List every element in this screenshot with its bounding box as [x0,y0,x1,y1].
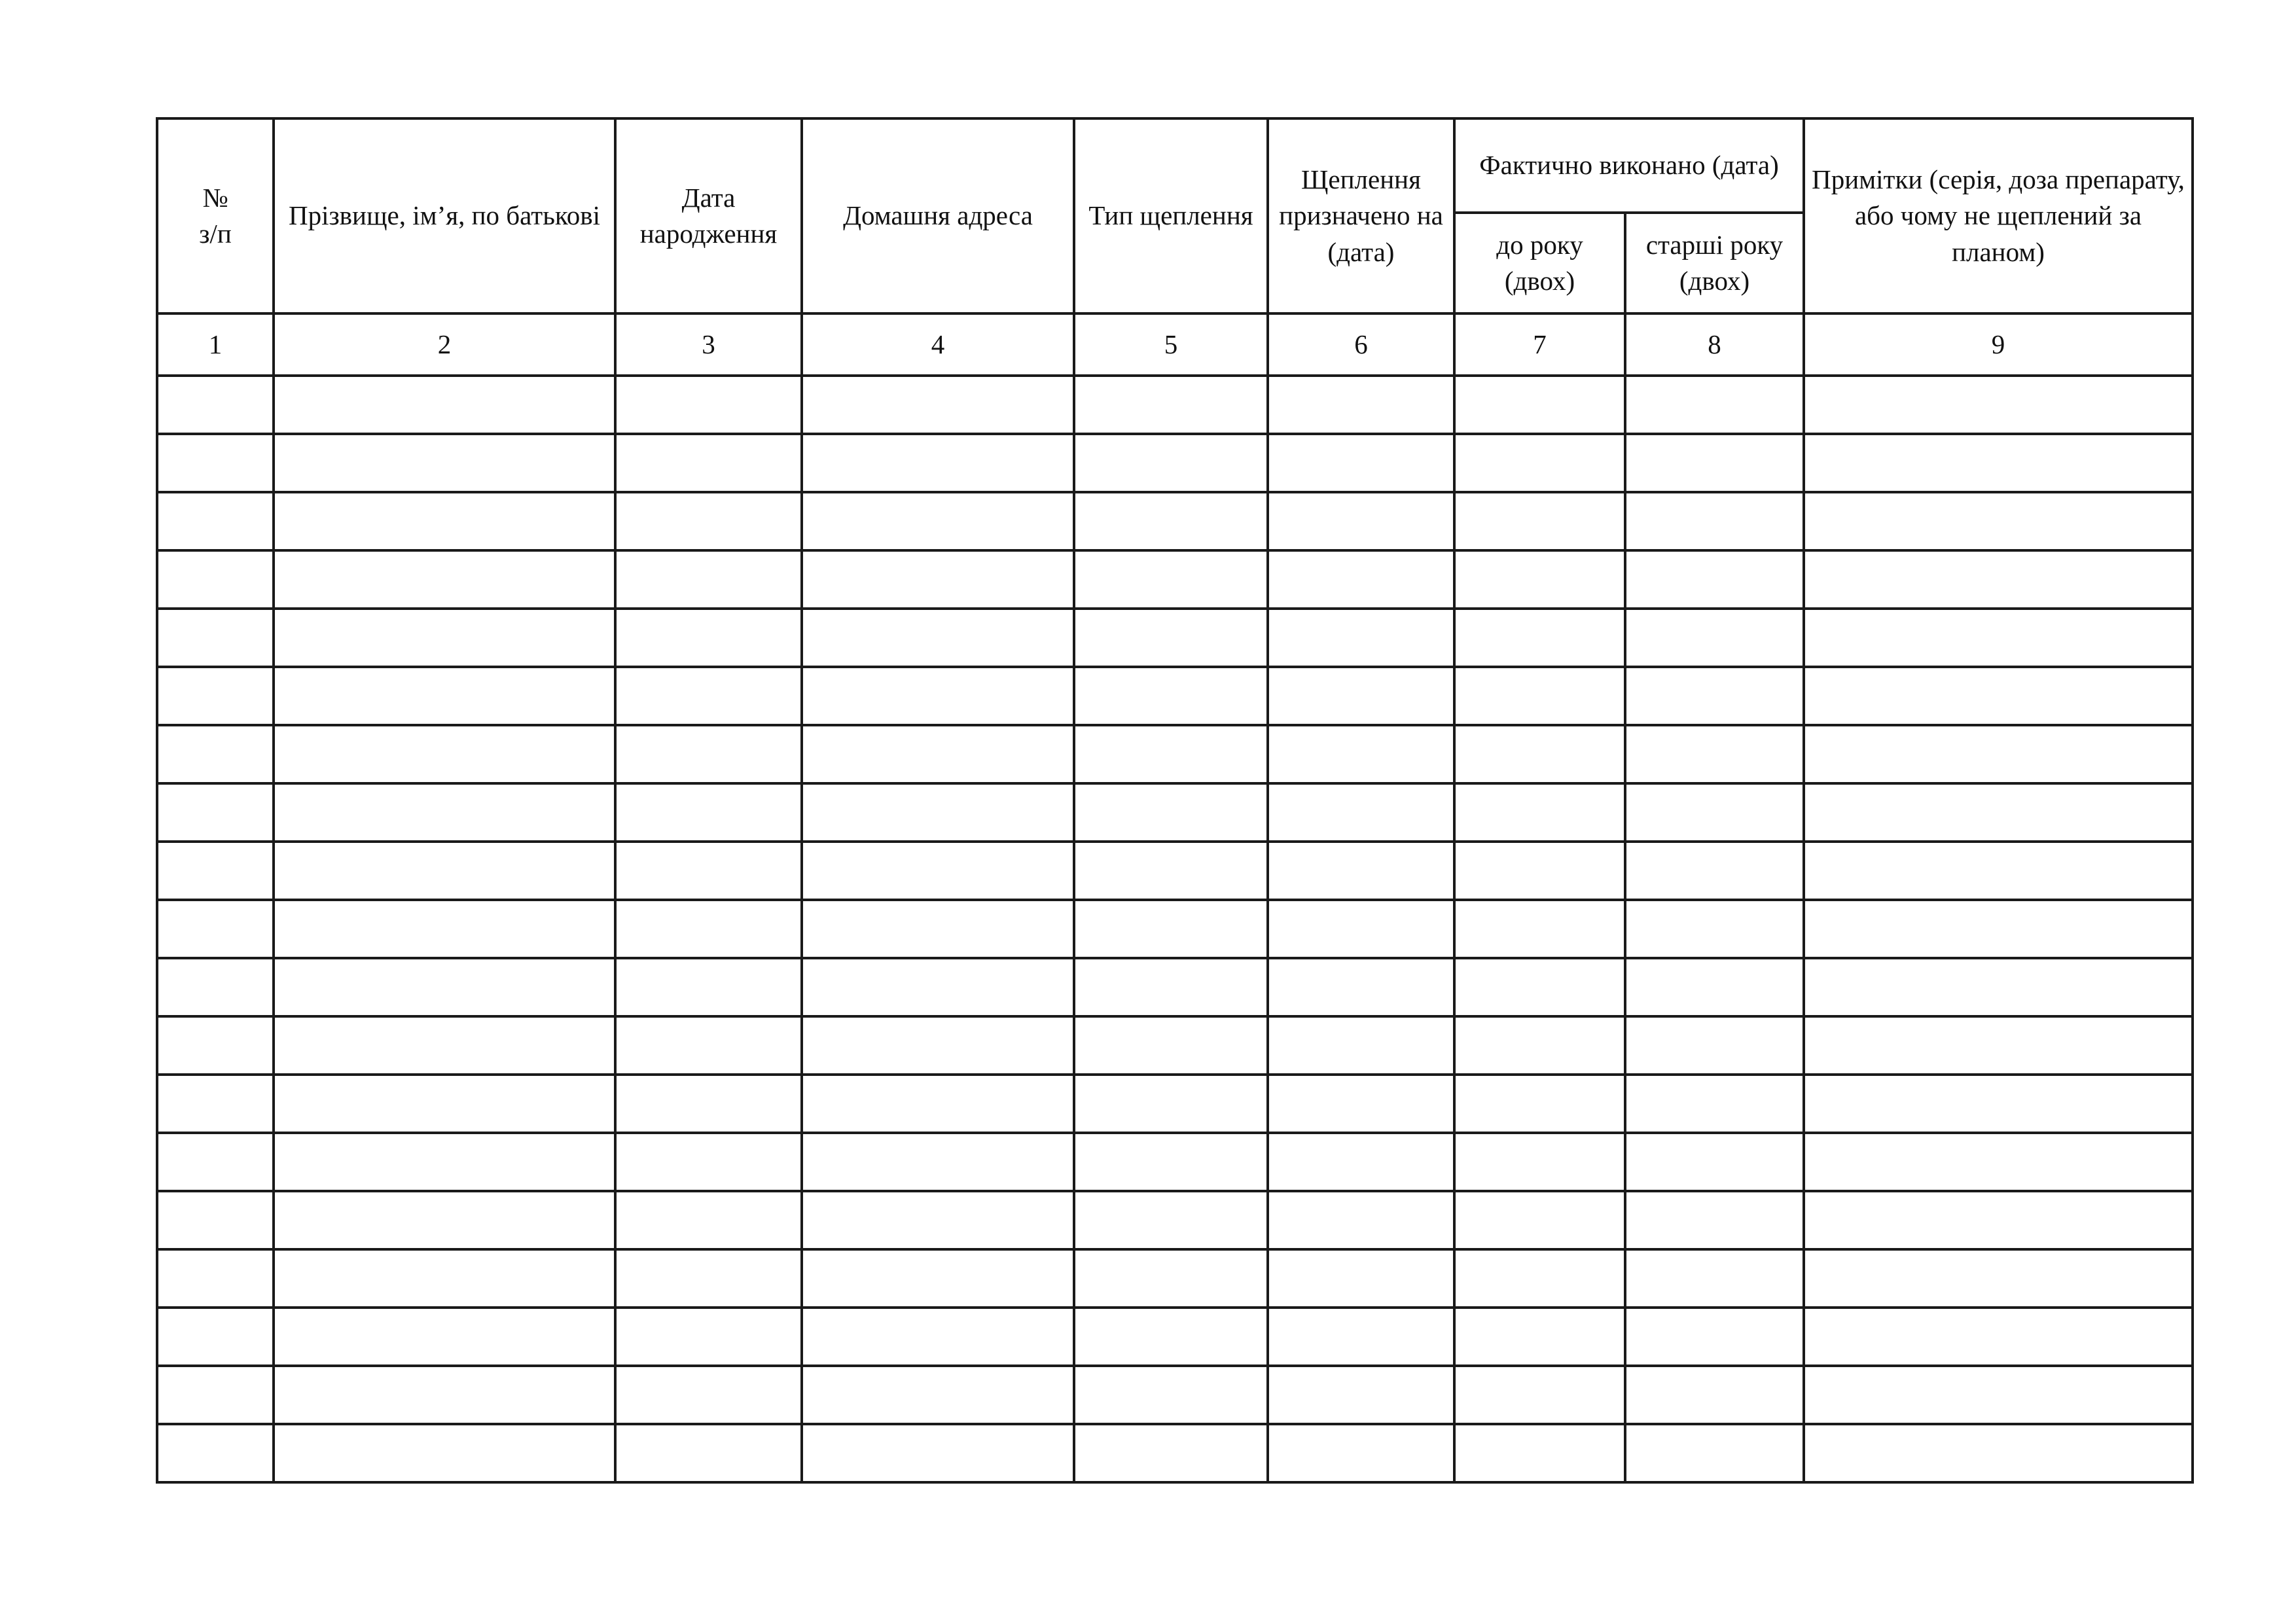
cell-number[interactable] [157,434,274,492]
table-row [157,783,2193,842]
cell-home-address[interactable] [802,900,1074,958]
cell-notes[interactable] [1804,376,2193,434]
cell-notes[interactable] [1804,1133,2193,1191]
cell-birth-date[interactable] [615,725,802,783]
cell-birth-date[interactable] [615,1133,802,1191]
cell-full-name[interactable] [274,900,615,958]
cell-over-two[interactable] [1625,783,1804,842]
cell-under-two[interactable] [1454,1366,1625,1424]
cell-number[interactable] [157,783,274,842]
cell-notes[interactable] [1804,434,2193,492]
cell-vaccination-type[interactable] [1074,958,1268,1016]
cell-home-address[interactable] [802,434,1074,492]
cell-birth-date[interactable] [615,842,802,900]
cell-vaccination-type[interactable] [1074,1133,1268,1191]
cell-over-two[interactable] [1625,1366,1804,1424]
cell-full-name[interactable] [274,434,615,492]
cell-under-two[interactable] [1454,550,1625,609]
table-row [157,609,2193,667]
cell-number[interactable] [157,1366,274,1424]
cell-scheduled-date[interactable] [1268,1191,1454,1249]
cell-notes[interactable] [1804,1016,2193,1075]
header-full-name-label: Прізвище, ім’я, по батькові [288,200,600,231]
cell-scheduled-date[interactable] [1268,783,1454,842]
cell-full-name[interactable] [274,783,615,842]
cell-over-two[interactable] [1625,609,1804,667]
cell-vaccination-type[interactable] [1074,725,1268,783]
cell-over-two[interactable] [1625,667,1804,725]
cell-scheduled-date[interactable] [1268,1424,1454,1482]
cell-scheduled-date[interactable] [1268,1016,1454,1075]
cell-vaccination-type[interactable] [1074,900,1268,958]
cell-notes[interactable] [1804,783,2193,842]
cell-birth-date[interactable] [615,609,802,667]
cell-birth-date[interactable] [615,958,802,1016]
cell-under-two[interactable] [1454,842,1625,900]
cell-scheduled-date[interactable] [1268,1133,1454,1191]
cell-birth-date[interactable] [615,667,802,725]
cell-full-name[interactable] [274,725,615,783]
cell-notes[interactable] [1804,725,2193,783]
cell-under-two[interactable] [1454,434,1625,492]
cell-number[interactable] [157,1191,274,1249]
cell-notes[interactable] [1804,1308,2193,1366]
cell-birth-date[interactable] [615,900,802,958]
cell-scheduled-date[interactable] [1268,900,1454,958]
table-row [157,434,2193,492]
cell-vaccination-type[interactable] [1074,1191,1268,1249]
cell-under-two[interactable] [1454,1016,1625,1075]
cell-over-two[interactable] [1625,958,1804,1016]
cell-under-two[interactable] [1454,725,1625,783]
cell-birth-date[interactable] [615,1191,802,1249]
column-number: 8 [1625,313,1804,376]
cell-full-name[interactable] [274,609,615,667]
cell-vaccination-type[interactable] [1074,434,1268,492]
cell-notes[interactable] [1804,842,2193,900]
cell-scheduled-date[interactable] [1268,667,1454,725]
vaccination-register-table [156,117,2194,1484]
cell-full-name[interactable] [274,667,615,725]
cell-home-address[interactable] [802,842,1074,900]
cell-full-name[interactable] [274,550,615,609]
column-number: 4 [802,313,1074,376]
cell-birth-date[interactable] [615,1016,802,1075]
cell-under-two[interactable] [1454,783,1625,842]
column-number: 9 [1804,313,2193,376]
header-over-two-label: старші року (двох) [1645,229,1784,296]
cell-number[interactable] [157,1016,274,1075]
cell-home-address[interactable] [802,1308,1074,1366]
column-number: 2 [274,313,615,376]
cell-under-two[interactable] [1454,958,1625,1016]
cell-vaccination-type[interactable] [1074,667,1268,725]
cell-full-name[interactable] [274,1366,615,1424]
cell-notes[interactable] [1804,1424,2193,1482]
cell-scheduled-date[interactable] [1268,376,1454,434]
cell-number[interactable] [157,900,274,958]
cell-notes[interactable] [1804,550,2193,609]
cell-full-name[interactable] [274,492,615,550]
column-number-row [157,313,2193,376]
cell-scheduled-date[interactable] [1268,492,1454,550]
cell-vaccination-type[interactable] [1074,1308,1268,1366]
vaccination-register-sheet [156,117,2191,1484]
cell-number[interactable] [157,1249,274,1308]
cell-vaccination-type[interactable] [1074,609,1268,667]
table-row [157,492,2193,550]
table-row [157,842,2193,900]
header-notes-label: Примітки (серія, доза препарату, або чому не щеплений за планом) [1812,164,2185,267]
table-row [157,1191,2193,1249]
cell-notes[interactable] [1804,492,2193,550]
cell-under-two[interactable] [1454,492,1625,550]
table-row [157,550,2193,609]
cell-home-address[interactable] [802,1075,1074,1133]
cell-over-two[interactable] [1625,1133,1804,1191]
cell-over-two[interactable] [1625,900,1804,958]
cell-over-two[interactable] [1625,842,1804,900]
cell-vaccination-type[interactable] [1074,1249,1268,1308]
cell-under-two[interactable] [1454,376,1625,434]
header-full-name [274,118,615,313]
cell-over-two[interactable] [1625,1016,1804,1075]
header-over-two [1625,213,1804,313]
cell-over-two[interactable] [1625,434,1804,492]
cell-under-two[interactable] [1454,609,1625,667]
cell-over-two[interactable] [1625,492,1804,550]
cell-birth-date[interactable] [615,783,802,842]
cell-full-name[interactable] [274,1424,615,1482]
table-row [157,1133,2193,1191]
cell-scheduled-date[interactable] [1268,1075,1454,1133]
cell-home-address[interactable] [802,1133,1074,1191]
cell-birth-date[interactable] [615,492,802,550]
cell-birth-date[interactable] [615,1366,802,1424]
header-notes [1804,118,2193,313]
cell-scheduled-date[interactable] [1268,958,1454,1016]
table-row [157,1249,2193,1308]
cell-notes[interactable] [1804,667,2193,725]
cell-scheduled-date[interactable] [1268,1249,1454,1308]
cell-home-address[interactable] [802,1366,1074,1424]
cell-full-name[interactable] [274,958,615,1016]
register-body [157,313,2193,1482]
header-number-label: № з/п [199,182,232,249]
column-number: 7 [1454,313,1625,376]
cell-full-name[interactable] [274,1075,615,1133]
header-birth-date [615,118,802,313]
cell-under-two[interactable] [1454,667,1625,725]
cell-full-name[interactable] [274,1249,615,1308]
table-row [157,725,2193,783]
table-row [157,1308,2193,1366]
cell-number[interactable] [157,609,274,667]
cell-full-name[interactable] [274,842,615,900]
cell-home-address[interactable] [802,1191,1074,1249]
cell-home-address[interactable] [802,550,1074,609]
column-number: 6 [1268,313,1454,376]
cell-under-two[interactable] [1454,1133,1625,1191]
header-birth-date-label: Дата народження [639,182,778,249]
cell-full-name[interactable] [274,1191,615,1249]
cell-notes[interactable] [1804,1249,2193,1308]
header-under-two [1454,213,1625,313]
cell-over-two[interactable] [1625,1191,1804,1249]
cell-under-two[interactable] [1454,1308,1625,1366]
cell-under-two[interactable] [1454,900,1625,958]
table-row [157,900,2193,958]
cell-full-name[interactable] [274,1133,615,1191]
column-number: 5 [1074,313,1268,376]
cell-scheduled-date[interactable] [1268,609,1454,667]
cell-vaccination-type[interactable] [1074,842,1268,900]
cell-home-address[interactable] [802,958,1074,1016]
cell-home-address[interactable] [802,667,1074,725]
header-home-address [802,118,1074,313]
table-row [157,667,2193,725]
cell-birth-date[interactable] [615,376,802,434]
cell-vaccination-type[interactable] [1074,1016,1268,1075]
cell-scheduled-date[interactable] [1268,725,1454,783]
column-number: 3 [615,313,802,376]
table-row [157,1366,2193,1424]
cell-notes[interactable] [1804,1075,2193,1133]
header-actually-done-label: Фактично виконано (дата) [1479,150,1779,181]
cell-home-address[interactable] [802,1016,1074,1075]
cell-birth-date[interactable] [615,1424,802,1482]
cell-number[interactable] [157,376,274,434]
cell-birth-date[interactable] [615,1075,802,1133]
cell-number[interactable] [157,842,274,900]
cell-birth-date[interactable] [615,1308,802,1366]
cell-under-two[interactable] [1454,1424,1625,1482]
cell-home-address[interactable] [802,492,1074,550]
cell-vaccination-type[interactable] [1074,1424,1268,1482]
cell-over-two[interactable] [1625,1249,1804,1308]
cell-number[interactable] [157,667,274,725]
cell-vaccination-type[interactable] [1074,550,1268,609]
cell-scheduled-date[interactable] [1268,842,1454,900]
cell-over-two[interactable] [1625,376,1804,434]
cell-number[interactable] [157,1424,274,1482]
cell-notes[interactable] [1804,1366,2193,1424]
table-row [157,1075,2193,1133]
cell-under-two[interactable] [1454,1249,1625,1308]
header-under-two-label: до року (двох) [1496,229,1583,296]
header-row [157,118,2193,213]
cell-notes[interactable] [1804,958,2193,1016]
header-scheduled-date [1268,118,1454,313]
cell-notes[interactable] [1804,609,2193,667]
cell-number[interactable] [157,492,274,550]
cell-under-two[interactable] [1454,1075,1625,1133]
cell-scheduled-date[interactable] [1268,434,1454,492]
cell-over-two[interactable] [1625,1308,1804,1366]
cell-number[interactable] [157,1133,274,1191]
cell-home-address[interactable] [802,725,1074,783]
header-home-address-label: Домашня адреса [843,200,1033,231]
cell-number[interactable] [157,1075,274,1133]
cell-over-two[interactable] [1625,1075,1804,1133]
cell-notes[interactable] [1804,900,2193,958]
cell-scheduled-date[interactable] [1268,550,1454,609]
cell-vaccination-type[interactable] [1074,1075,1268,1133]
cell-number[interactable] [157,1308,274,1366]
column-number: 1 [157,313,274,376]
cell-over-two[interactable] [1625,725,1804,783]
header-actually-done [1454,118,1804,213]
cell-home-address[interactable] [802,783,1074,842]
cell-over-two[interactable] [1625,550,1804,609]
cell-full-name[interactable] [274,376,615,434]
cell-home-address[interactable] [802,376,1074,434]
header-scheduled-date-label: Щеплення призначено на (дата) [1279,164,1443,267]
cell-number[interactable] [157,725,274,783]
cell-over-two[interactable] [1625,1424,1804,1482]
cell-full-name[interactable] [274,1308,615,1366]
cell-scheduled-date[interactable] [1268,1366,1454,1424]
header-number [157,118,274,313]
cell-number[interactable] [157,550,274,609]
cell-vaccination-type[interactable] [1074,1366,1268,1424]
cell-notes[interactable] [1804,1191,2193,1249]
cell-home-address[interactable] [802,1424,1074,1482]
table-row [157,958,2193,1016]
header-vaccination-type [1074,118,1268,313]
cell-scheduled-date[interactable] [1268,1308,1454,1366]
cell-home-address[interactable] [802,1249,1074,1308]
cell-birth-date[interactable] [615,550,802,609]
table-row [157,376,2193,434]
cell-home-address[interactable] [802,609,1074,667]
cell-full-name[interactable] [274,1016,615,1075]
cell-under-two[interactable] [1454,1191,1625,1249]
cell-number[interactable] [157,958,274,1016]
table-row [157,1424,2193,1482]
cell-vaccination-type[interactable] [1074,492,1268,550]
header-vaccination-type-label: Тип щеплення [1088,200,1253,231]
cell-vaccination-type[interactable] [1074,783,1268,842]
cell-birth-date[interactable] [615,434,802,492]
cell-vaccination-type[interactable] [1074,376,1268,434]
table-row [157,1016,2193,1075]
cell-birth-date[interactable] [615,1249,802,1308]
